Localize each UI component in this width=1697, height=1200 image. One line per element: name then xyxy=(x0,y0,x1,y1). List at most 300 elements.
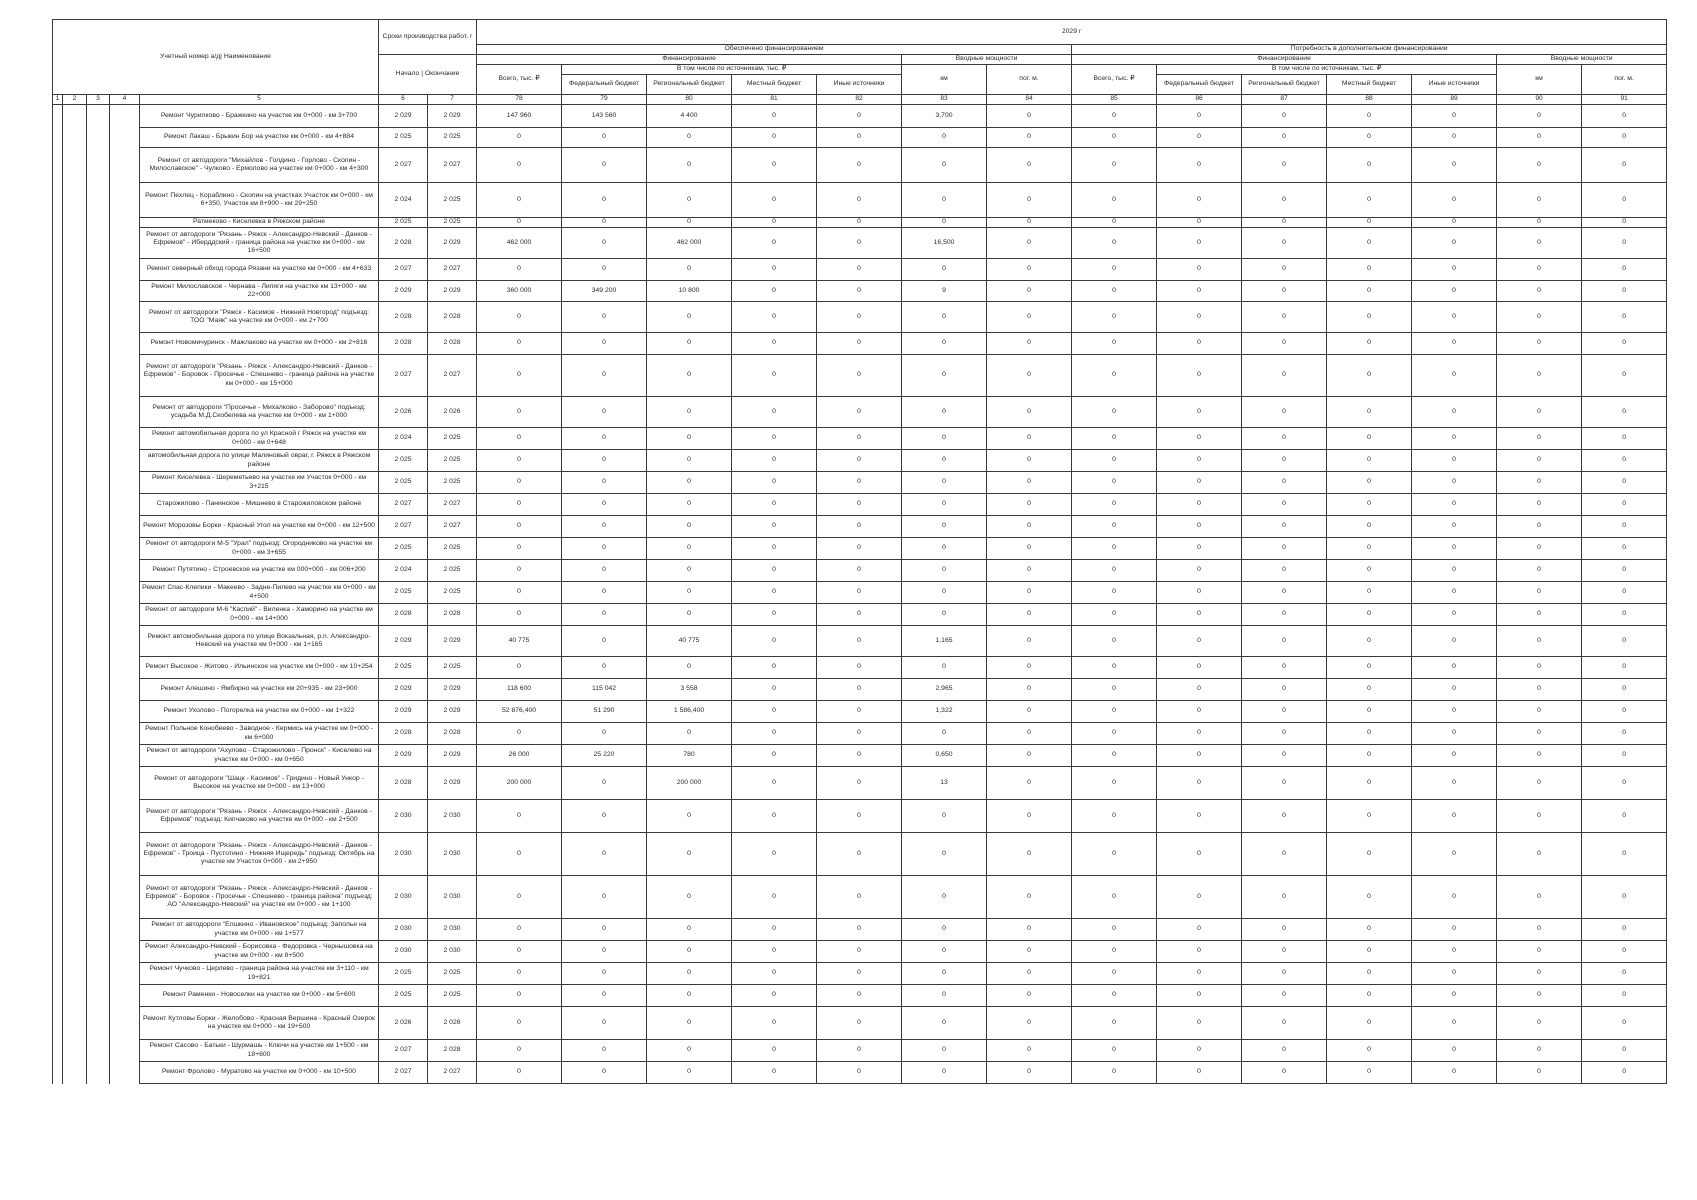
value-cell: 0 xyxy=(1157,800,1242,833)
value-cell: 0 xyxy=(817,679,902,701)
column-number: 82 xyxy=(817,95,902,105)
table-row xyxy=(53,919,1667,941)
value-cell: 2 029 xyxy=(428,745,477,767)
value-cell: 1,165 xyxy=(902,626,987,657)
value-cell: 0 xyxy=(1497,472,1582,494)
value-cell: 0 xyxy=(562,941,647,963)
value-cell: 0 xyxy=(647,472,732,494)
value-cell: 2 025 xyxy=(428,428,477,450)
empty-cell xyxy=(63,450,87,472)
value-cell: 0 xyxy=(647,1040,732,1062)
value-cell: 0 xyxy=(647,538,732,560)
empty-cell xyxy=(53,259,63,281)
empty-cell xyxy=(63,723,87,745)
capacity-header: Вводные мощности xyxy=(902,55,1072,65)
federal-header: Федеральный бюджет xyxy=(562,75,647,95)
value-cell: 2,965 xyxy=(902,679,987,701)
value-cell: 0 xyxy=(817,228,902,259)
value-cell: 0 xyxy=(1242,626,1327,657)
value-cell: 0 xyxy=(1327,679,1412,701)
road-name-cell: Старожилово - Панинское - Мишнево в Старожиловском районе xyxy=(140,494,379,516)
value-cell: 2 025 xyxy=(379,450,428,472)
value-cell: 0 xyxy=(902,723,987,745)
value-cell: 0 xyxy=(1157,582,1242,604)
value-cell: 0 xyxy=(1497,1040,1582,1062)
empty-cell xyxy=(110,679,140,701)
empty-cell xyxy=(87,494,110,516)
value-cell: 2 028 xyxy=(379,604,428,626)
value-cell: 2 030 xyxy=(428,833,477,876)
value-cell: 0 xyxy=(1242,259,1327,281)
value-cell: 0 xyxy=(1412,657,1497,679)
value-cell: 0 xyxy=(477,800,562,833)
sources-header-2: В том числе по источникам, тыс. ₽ xyxy=(1157,65,1497,75)
value-cell: 0 xyxy=(1072,128,1157,148)
value-cell: 0 xyxy=(1497,397,1582,428)
empty-cell xyxy=(53,985,63,1007)
table-row xyxy=(53,218,1667,228)
empty-cell xyxy=(53,355,63,397)
value-cell: 0 xyxy=(1582,148,1667,183)
value-cell: 0 xyxy=(732,876,817,919)
value-cell: 0 xyxy=(1242,1007,1327,1040)
empty-cell xyxy=(87,128,110,148)
value-cell: 0 xyxy=(647,148,732,183)
value-cell: 0 xyxy=(1072,333,1157,355)
value-cell: 0 xyxy=(817,657,902,679)
value-cell: 0 xyxy=(1327,701,1412,723)
value-cell: 0 xyxy=(902,963,987,985)
value-cell: 2 025 xyxy=(428,218,477,228)
value-cell: 0 xyxy=(647,604,732,626)
value-cell: 0 xyxy=(1157,128,1242,148)
value-cell: 0 xyxy=(987,963,1072,985)
value-cell: 0 xyxy=(987,919,1072,941)
value-cell: 0 xyxy=(477,148,562,183)
value-cell: 0 xyxy=(1497,183,1582,218)
empty-cell xyxy=(53,657,63,679)
value-cell: 0 xyxy=(732,128,817,148)
table-row xyxy=(53,1007,1667,1040)
value-cell: 0 xyxy=(1242,516,1327,538)
road-name-cell: Ремонт от автодороги "Шацк - Касимов" - Гридино - Новый Ункор - Высокое на участке км 0+000 - км 13+000 xyxy=(140,767,379,800)
value-cell: 0 xyxy=(1582,1062,1667,1084)
empty-cell xyxy=(53,128,63,148)
value-cell: 0 xyxy=(1582,941,1667,963)
value-cell: 0 xyxy=(1072,723,1157,745)
value-cell: 0 xyxy=(902,657,987,679)
value-cell: 0 xyxy=(1157,538,1242,560)
value-cell: 0 xyxy=(817,876,902,919)
empty-cell xyxy=(63,538,87,560)
value-cell: 0 xyxy=(1582,560,1667,582)
road-name-cell: Ремонт Кутловы Борки - Желобово - Красная Вершина - Красный Озерок на участке км 0+000 - км 19+500 xyxy=(140,1007,379,1040)
value-cell: 0 xyxy=(647,450,732,472)
value-cell: 0 xyxy=(1582,582,1667,604)
value-cell: 0 xyxy=(1582,183,1667,218)
value-cell: 0 xyxy=(1242,941,1327,963)
value-cell: 0 xyxy=(902,919,987,941)
value-cell: 0 xyxy=(1242,450,1327,472)
value-cell: 0 xyxy=(562,259,647,281)
value-cell: 0 xyxy=(817,582,902,604)
empty-cell xyxy=(53,450,63,472)
value-cell: 0 xyxy=(1582,105,1667,128)
table-body xyxy=(53,105,1667,1084)
value-cell: 0 xyxy=(477,259,562,281)
value-cell: 0 xyxy=(1242,397,1327,428)
value-cell: 0 xyxy=(562,183,647,218)
value-cell: 0 xyxy=(817,1062,902,1084)
value-cell: 2 027 xyxy=(379,494,428,516)
column-number: 7 xyxy=(428,95,477,105)
value-cell: 2 026 xyxy=(428,1007,477,1040)
value-cell: 0 xyxy=(647,494,732,516)
value-cell: 0 xyxy=(1242,800,1327,833)
value-cell: 0 xyxy=(902,428,987,450)
value-cell: 0 xyxy=(1242,919,1327,941)
total-header-2: Всего, тыс. ₽ xyxy=(1072,65,1157,95)
value-cell: 2 027 xyxy=(379,355,428,397)
value-cell: 2 030 xyxy=(428,941,477,963)
value-cell: 2 024 xyxy=(379,428,428,450)
value-cell: 0 xyxy=(987,302,1072,333)
secured-header: Обеспечено финансированием xyxy=(477,45,1072,55)
value-cell: 0 xyxy=(647,919,732,941)
regional-header-2: Региональный бюджет xyxy=(1242,75,1327,95)
value-cell: 0 xyxy=(1582,450,1667,472)
value-cell: 0 xyxy=(1582,626,1667,657)
value-cell: 2 030 xyxy=(379,876,428,919)
empty-cell xyxy=(53,1040,63,1062)
value-cell: 0 xyxy=(902,1040,987,1062)
value-cell: 0 xyxy=(1157,679,1242,701)
empty-cell xyxy=(110,494,140,516)
column-number: 78 xyxy=(477,95,562,105)
empty-cell xyxy=(63,428,87,450)
value-cell: 1 586,400 xyxy=(647,701,732,723)
value-cell: 0 xyxy=(1327,472,1412,494)
road-name-cell: Ремонт Чурилково - Бражкино на участке км 0+000 - км 3+700 xyxy=(140,105,379,128)
value-cell: 0 xyxy=(732,560,817,582)
value-cell: 0 xyxy=(1412,876,1497,919)
value-cell: 0 xyxy=(1157,472,1242,494)
value-cell: 0 xyxy=(817,259,902,281)
value-cell: 0 xyxy=(477,516,562,538)
value-cell: 0 xyxy=(1157,1040,1242,1062)
value-cell: 0 xyxy=(987,767,1072,800)
value-cell: 0 xyxy=(817,148,902,183)
road-name-cell: Ремонт Пехлец - Кораблино - Скопин на участках Участок км 0+000 - км 6+350, Участок км 8+900 - км 29+250 xyxy=(140,183,379,218)
local-header-2: Местный бюджет xyxy=(1327,75,1412,95)
value-cell: 0 xyxy=(477,128,562,148)
year-header: 2029 г xyxy=(477,20,1667,45)
value-cell: 2 029 xyxy=(428,679,477,701)
value-cell: 0 xyxy=(1157,560,1242,582)
value-cell: 0 xyxy=(1327,985,1412,1007)
road-name-cell: Ремонт Киселевка - Шереметьево на участке км Участок 0+000 - км 3+215 xyxy=(140,472,379,494)
empty-cell xyxy=(63,626,87,657)
value-cell: 0 xyxy=(1582,333,1667,355)
value-cell: 0 xyxy=(477,582,562,604)
empty-cell xyxy=(110,985,140,1007)
value-cell: 0 xyxy=(732,745,817,767)
value-cell: 0 xyxy=(477,1062,562,1084)
value-cell: 0 xyxy=(902,800,987,833)
empty-cell xyxy=(110,259,140,281)
value-cell: 0 xyxy=(1242,582,1327,604)
value-cell: 0 xyxy=(1582,657,1667,679)
value-cell: 0 xyxy=(477,723,562,745)
value-cell: 0 xyxy=(1497,767,1582,800)
value-cell: 0 xyxy=(987,657,1072,679)
value-cell: 0 xyxy=(1497,745,1582,767)
value-cell: 0 xyxy=(1327,723,1412,745)
value-cell: 0 xyxy=(1327,397,1412,428)
value-cell: 2 028 xyxy=(379,228,428,259)
value-cell: 0 xyxy=(1327,876,1412,919)
empty-cell xyxy=(63,183,87,218)
value-cell: 0 xyxy=(1327,302,1412,333)
value-cell: 0 xyxy=(562,516,647,538)
value-cell: 0 xyxy=(732,355,817,397)
value-cell: 25 220 xyxy=(562,745,647,767)
empty-cell xyxy=(63,963,87,985)
value-cell: 0 xyxy=(987,833,1072,876)
empty-cell xyxy=(110,919,140,941)
empty-cell xyxy=(63,472,87,494)
value-cell: 2 030 xyxy=(379,919,428,941)
value-cell: 0 xyxy=(987,148,1072,183)
empty-cell xyxy=(110,148,140,183)
value-cell: 0 xyxy=(562,302,647,333)
value-cell: 0 xyxy=(817,604,902,626)
value-cell: 0 xyxy=(817,218,902,228)
value-cell: 0 xyxy=(732,105,817,128)
value-cell: 0 xyxy=(1072,833,1157,876)
empty-cell xyxy=(63,397,87,428)
value-cell: 0 xyxy=(1072,428,1157,450)
value-cell: 0 xyxy=(1497,281,1582,302)
value-cell: 2 029 xyxy=(379,745,428,767)
road-name-cell: Ремонт от автодороги "Просечье - Михалково - Заборово" подъезд: усадьба М.Д.Скобелева на участке км 0+000 - км 1+000 xyxy=(140,397,379,428)
value-cell: 0 xyxy=(732,281,817,302)
value-cell: 0 xyxy=(817,538,902,560)
empty-cell xyxy=(63,941,87,963)
value-cell: 0 xyxy=(1157,919,1242,941)
road-name-cell: Ремонт Путятино - Строевское на участке км 000+000 - км 006+200 xyxy=(140,560,379,582)
value-cell: 0 xyxy=(1582,745,1667,767)
value-cell: 0 xyxy=(1327,767,1412,800)
value-cell: 0 xyxy=(902,1007,987,1040)
empty-cell xyxy=(87,723,110,745)
value-cell: 0 xyxy=(1242,679,1327,701)
value-cell: 780 xyxy=(647,745,732,767)
value-cell: 0 xyxy=(1497,560,1582,582)
value-cell: 0 xyxy=(817,1007,902,1040)
value-cell: 0 xyxy=(817,333,902,355)
value-cell: 0 xyxy=(1072,626,1157,657)
value-cell: 0 xyxy=(817,516,902,538)
value-cell: 0 xyxy=(1412,679,1497,701)
value-cell: 0 xyxy=(562,582,647,604)
table-row xyxy=(53,302,1667,333)
value-cell: 2 025 xyxy=(379,582,428,604)
value-cell: 0 xyxy=(902,259,987,281)
value-cell: 0 xyxy=(1157,963,1242,985)
empty-cell xyxy=(87,302,110,333)
value-cell: 2 029 xyxy=(379,626,428,657)
value-cell: 0 xyxy=(1242,218,1327,228)
value-cell: 0 xyxy=(1157,941,1242,963)
empty-cell xyxy=(53,538,63,560)
value-cell: 0 xyxy=(1582,355,1667,397)
value-cell: 0 xyxy=(477,560,562,582)
value-cell: 0 xyxy=(647,516,732,538)
value-cell: 0 xyxy=(1497,701,1582,723)
value-cell: 0 xyxy=(902,333,987,355)
value-cell: 0 xyxy=(1327,355,1412,397)
empty-cell xyxy=(110,105,140,128)
empty-cell xyxy=(110,128,140,148)
road-name-cell: Ремонт от автодороги "Ряжск - Касимов - Нижний Новгород" подъезд: ТОО "Маяк" на участке км 0+000 - км 2+700 xyxy=(140,302,379,333)
table-row xyxy=(53,767,1667,800)
value-cell: 0 xyxy=(1242,333,1327,355)
value-cell: 0 xyxy=(1497,333,1582,355)
value-cell: 0 xyxy=(1157,428,1242,450)
value-cell: 0 xyxy=(1412,1062,1497,1084)
value-cell: 0 xyxy=(902,450,987,472)
value-cell: 0 xyxy=(1412,626,1497,657)
empty-cell xyxy=(87,148,110,183)
value-cell: 0 xyxy=(1497,302,1582,333)
value-cell: 200 000 xyxy=(647,767,732,800)
value-cell: 0 xyxy=(817,397,902,428)
value-cell: 0 xyxy=(732,1040,817,1062)
value-cell: 0 xyxy=(1242,833,1327,876)
value-cell: 0 xyxy=(817,355,902,397)
table-row xyxy=(53,450,1667,472)
value-cell: 0 xyxy=(1157,148,1242,183)
value-cell: 0 xyxy=(1582,259,1667,281)
value-cell: 0 xyxy=(1072,148,1157,183)
value-cell: 0 xyxy=(477,355,562,397)
value-cell: 0 xyxy=(1072,302,1157,333)
empty-cell xyxy=(63,657,87,679)
value-cell: 0 xyxy=(817,494,902,516)
value-cell: 2 026 xyxy=(428,397,477,428)
value-cell: 0 xyxy=(562,148,647,183)
value-cell: 0 xyxy=(902,472,987,494)
value-cell: 0 xyxy=(817,941,902,963)
empty-cell xyxy=(110,228,140,259)
value-cell: 0 xyxy=(732,218,817,228)
value-cell: 0 xyxy=(562,494,647,516)
empty-cell xyxy=(53,428,63,450)
empty-cell xyxy=(110,963,140,985)
value-cell: 2 029 xyxy=(428,228,477,259)
value-cell: 0 xyxy=(817,985,902,1007)
value-cell: 0 xyxy=(987,450,1072,472)
empty-cell xyxy=(110,472,140,494)
value-cell: 0 xyxy=(1582,604,1667,626)
empty-cell xyxy=(87,472,110,494)
empty-cell xyxy=(87,701,110,723)
value-cell: 0 xyxy=(817,128,902,148)
value-cell: 0 xyxy=(1072,228,1157,259)
value-cell: 0 xyxy=(987,679,1072,701)
table-row xyxy=(53,428,1667,450)
value-cell: 0 xyxy=(1157,281,1242,302)
value-cell: 0 xyxy=(1497,876,1582,919)
empty-cell xyxy=(110,183,140,218)
value-cell: 0 xyxy=(477,302,562,333)
empty-cell xyxy=(63,985,87,1007)
road-name-cell: Ремонт от автодороги "Елшкино - Ивановское" подъезд: Заполье на участке км 0+000 - км 1+577 xyxy=(140,919,379,941)
value-cell: 0 xyxy=(987,582,1072,604)
value-cell: 0 xyxy=(1157,105,1242,128)
table-row xyxy=(53,833,1667,876)
value-cell: 0 xyxy=(987,985,1072,1007)
value-cell: 0 xyxy=(817,428,902,450)
empty-cell xyxy=(110,723,140,745)
value-cell: 0 xyxy=(902,582,987,604)
value-cell: 0 xyxy=(1582,1040,1667,1062)
value-cell: 0 xyxy=(1072,281,1157,302)
empty-cell xyxy=(110,941,140,963)
value-cell: 0 xyxy=(562,472,647,494)
value-cell: 0 xyxy=(1327,582,1412,604)
empty-cell xyxy=(63,604,87,626)
value-cell: 0 xyxy=(1412,538,1497,560)
road-name-cell: Ремонт Морозовы Борки - Красный Угол на участке км 0+000 - км 12+500 xyxy=(140,516,379,538)
empty-cell xyxy=(63,128,87,148)
empty-cell xyxy=(87,657,110,679)
value-cell: 0 xyxy=(1072,963,1157,985)
empty-cell xyxy=(110,516,140,538)
pogm-header-2: пог. м. xyxy=(1582,65,1667,95)
value-cell: 2 028 xyxy=(379,723,428,745)
value-cell: 0 xyxy=(1412,302,1497,333)
empty-cell xyxy=(87,428,110,450)
empty-cell xyxy=(63,355,87,397)
value-cell: 2 027 xyxy=(428,355,477,397)
value-cell: 0 xyxy=(732,604,817,626)
value-cell: 0 xyxy=(732,626,817,657)
value-cell: 0 xyxy=(987,701,1072,723)
table-row xyxy=(53,128,1667,148)
value-cell: 0 xyxy=(1412,355,1497,397)
value-cell: 2 028 xyxy=(379,302,428,333)
value-cell: 0 xyxy=(1497,985,1582,1007)
value-cell: 0 xyxy=(562,228,647,259)
value-cell: 0 xyxy=(562,333,647,355)
empty-cell xyxy=(53,941,63,963)
value-cell: 0 xyxy=(987,428,1072,450)
value-cell: 0 xyxy=(1072,767,1157,800)
value-cell: 0 xyxy=(1497,218,1582,228)
value-cell: 0 xyxy=(1327,105,1412,128)
value-cell: 0 xyxy=(1412,516,1497,538)
capacity-header-2: Вводные мощности xyxy=(1497,55,1667,65)
value-cell: 0 xyxy=(1582,218,1667,228)
value-cell: 0 xyxy=(477,183,562,218)
value-cell: 2 027 xyxy=(428,1062,477,1084)
value-cell: 0 xyxy=(562,604,647,626)
value-cell: 0 xyxy=(732,767,817,800)
empty-cell xyxy=(110,701,140,723)
value-cell: 2 030 xyxy=(379,800,428,833)
